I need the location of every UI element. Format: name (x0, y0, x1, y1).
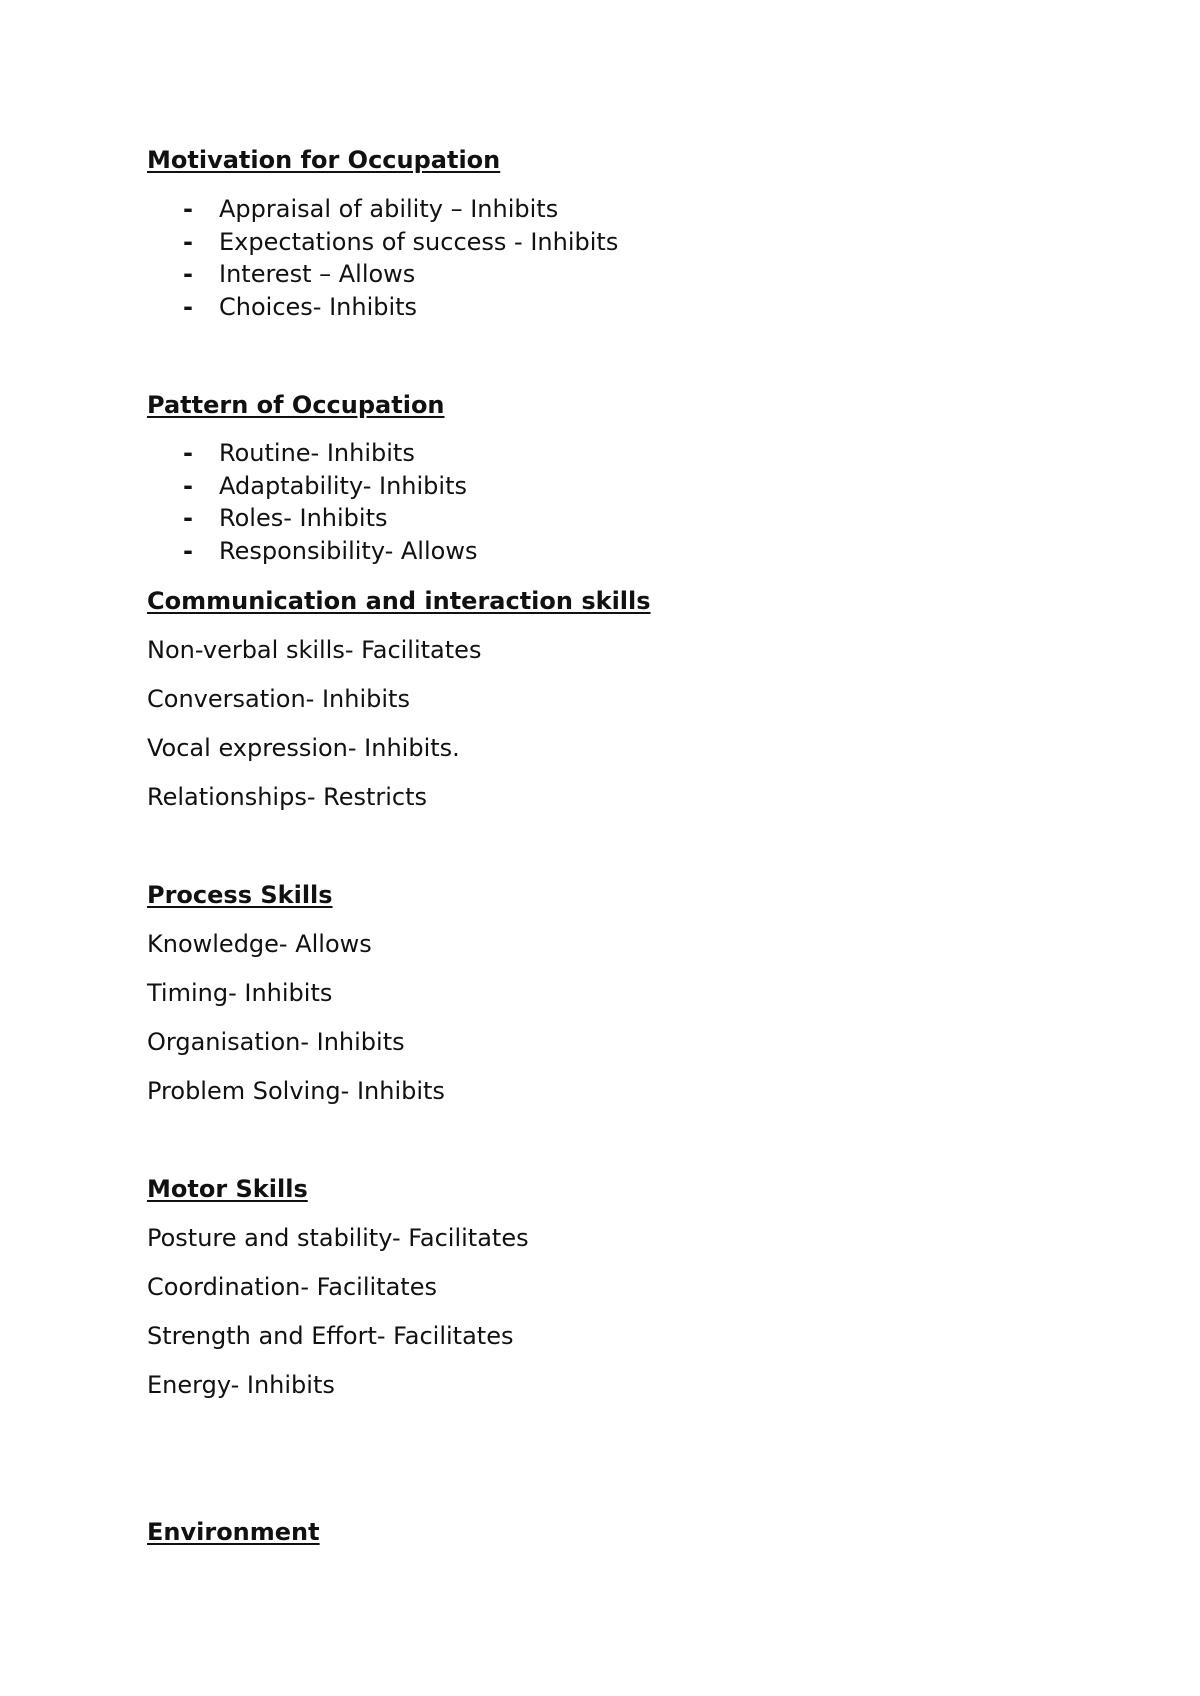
list-item: Strength and Effort- Facilitates (147, 1322, 514, 1350)
list-item-text: Routine- Inhibits (219, 439, 415, 467)
list-item: Organisation- Inhibits (147, 1028, 405, 1056)
dash-bullet: - (183, 293, 193, 322)
list-process-skills (147, 929, 445, 1125)
dash-bullet: - (183, 195, 193, 223)
document-page (147, 0, 1107, 1696)
heading-motivation-for-occupation: Motivation for Occupation (147, 146, 501, 174)
list-item-text: Roles- Inhibits (219, 504, 388, 533)
list-item-text: Interest – Allows (219, 260, 416, 289)
list-item: Energy- Inhibits (147, 1371, 335, 1399)
dash-bullet: - (183, 439, 193, 467)
list-item: Relationships- Restricts (147, 783, 428, 811)
dash-bullet: - (183, 537, 193, 566)
list-motor-skills (147, 1223, 529, 1419)
heading-communication-and-interaction-skills: Communication and interaction skills (147, 587, 651, 615)
heading-pattern-of-occupation: Pattern of Occupation (147, 391, 445, 419)
list-item-text: Appraisal of ability – Inhibits (219, 195, 559, 223)
dash-bullet: - (183, 471, 193, 500)
dash-bullet: - (183, 227, 193, 256)
heading-environment: Environment (147, 1518, 320, 1546)
dash-bullet: - (183, 504, 193, 533)
list-item-text: Responsibility- Allows (219, 537, 478, 566)
list-item-text: Expectations of success - Inhibits (219, 227, 619, 256)
list-item: Coordination- Facilitates (147, 1273, 437, 1301)
list-item: Timing- Inhibits (147, 979, 333, 1007)
list-item: Posture and stability- Facilitates (147, 1224, 529, 1252)
dash-bullet: - (183, 260, 193, 289)
list-item: Conversation- Inhibits (147, 685, 410, 713)
list-communication-and-interaction-skills (147, 635, 481, 831)
list-item: Knowledge- Allows (147, 930, 372, 958)
list-item: Non-verbal skills- Facilitates (147, 636, 482, 664)
list-item: Vocal expression- Inhibits. (147, 734, 460, 762)
list-item-text: Choices- Inhibits (219, 293, 418, 322)
heading-process-skills: Process Skills (147, 881, 333, 909)
list-item-text: Adaptability- Inhibits (219, 471, 467, 500)
heading-motor-skills: Motor Skills (147, 1175, 308, 1203)
list-item: Problem Solving- Inhibits (147, 1077, 445, 1105)
